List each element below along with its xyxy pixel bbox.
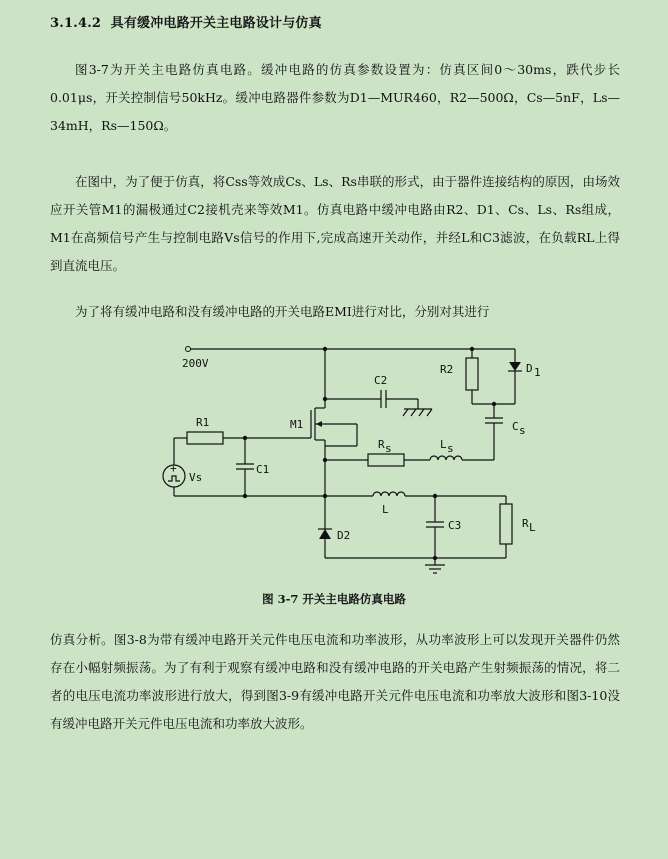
pulse-waveform-icon <box>168 476 180 481</box>
paragraph-4: 仿真分析。图3-8为带有缓冲电路开关元件电压电流和功率波形，从功率波形上可以发现开关器件仍然存在小幅射频振荡。为了有利于观察有缓冲电路和没有缓冲电路的开关电路产生射频振荡的情况，将二者的电压电流功率波形进行放大，得到图3-9有缓冲电路开关元件电压电流和功率放大波形和图3-10没有缓冲电路开关元件电压电流和功率放大波形。 <box>50 632 620 731</box>
label-rs-sub: s <box>385 442 392 455</box>
label-r2: R2 <box>440 363 454 376</box>
supply-terminal <box>186 347 191 352</box>
paragraph-3: 为了将有缓冲电路和没有缓冲电路的开关电路EMI进行对比，分别对其进行 <box>75 304 490 319</box>
chassis-ground-hatch <box>419 409 424 416</box>
source-plus-icon: + <box>170 462 177 475</box>
label-d2: D2 <box>337 529 351 542</box>
inductor-ls <box>430 456 462 460</box>
inductor-l <box>373 492 405 496</box>
resistor-rl <box>500 504 512 544</box>
chassis-ground-hatch <box>403 409 408 416</box>
paragraph-2: 在图中，为了便于仿真，将Css等效成Cs、Ls、Rs串联的形式，由于器件连接结构的原因，由场效应开关管M1的漏极通过C2接机壳来等效M1。仿真电路中缓冲电路由R2、D1、Cs、Ls、Rs组成，M1在高频信号产生与控制电路Vs信号的作用下,完成高速开关动作，并经L和C3滤波，在负载RL上得到直流电压。 <box>50 174 620 273</box>
label-rl-sub: L <box>529 521 536 534</box>
label-c3: C3 <box>448 519 462 532</box>
label-c2: C2 <box>374 374 388 387</box>
circuit-diagram <box>160 336 560 586</box>
resistor-r2 <box>466 358 478 390</box>
label-r1: R1 <box>196 416 210 429</box>
label-c1: C1 <box>256 463 270 476</box>
section-heading <box>50 12 322 31</box>
label-rs: R <box>378 438 385 451</box>
diode-d2 <box>319 529 331 539</box>
label-cs: C <box>512 420 519 433</box>
label-d1: D <box>526 362 533 375</box>
label-cs-sub: s <box>519 424 526 437</box>
label-ls: L <box>440 438 447 451</box>
label-rl: R <box>522 517 529 530</box>
resistor-r1 <box>187 432 223 444</box>
diode-d1 <box>509 362 521 371</box>
section-number: 3.1.4.2 <box>50 16 102 31</box>
label-m1: M1 <box>290 418 304 431</box>
figure-caption: 图 3-7 开关主电路仿真电路 <box>262 592 406 606</box>
chassis-ground-hatch <box>427 409 432 416</box>
paragraph-1: 图3-7为开关主电路仿真电路。缓冲电路的仿真参数设置为：仿真区间0～30ms，跌代步长0.01μs，开关控制信号50kHz。缓冲电路器件参数为D1—MUR460，R2—500Ω，Cs—5nF，Ls—34mH，Rs—150Ω。 <box>50 62 620 133</box>
section-title: 具有缓冲电路开关主电路设计与仿真 <box>110 16 322 31</box>
label-ls-sub: s <box>447 442 454 455</box>
label-l: L <box>382 503 389 516</box>
label-d1-sub: 1 <box>534 366 541 379</box>
label-200v: 200V <box>182 357 209 370</box>
chassis-ground-hatch <box>411 409 416 416</box>
resistor-rs <box>368 454 404 466</box>
mosfet-m1-arrow <box>316 421 322 427</box>
label-vs: Vs <box>189 471 203 484</box>
node-dot <box>243 494 247 498</box>
